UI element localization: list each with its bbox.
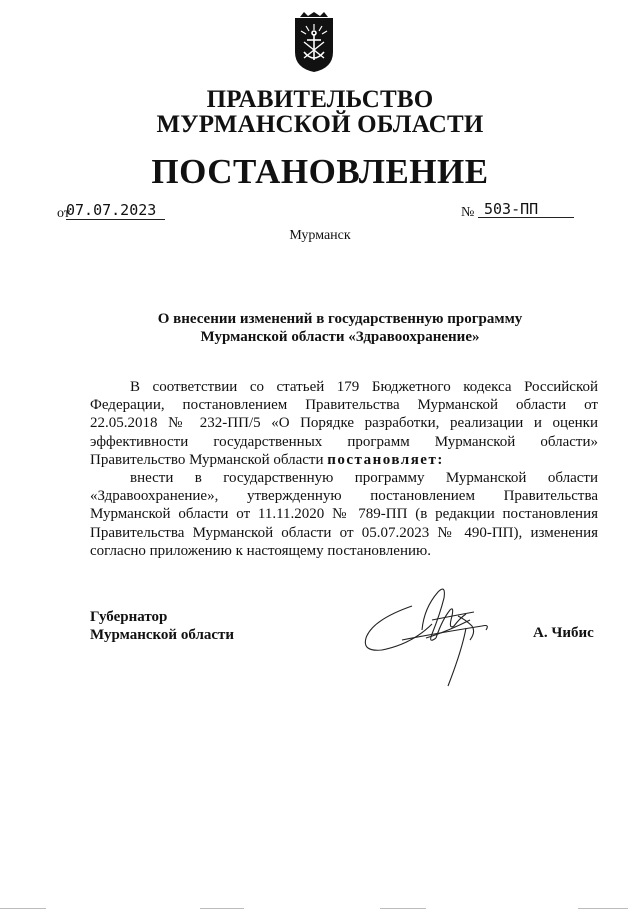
signatory-title-line1: Губернатор <box>90 609 168 625</box>
signatory-name: А. Чибис <box>533 625 594 641</box>
organization-name-line2: МУРМАНСКОЙ ОБЛАСТИ <box>156 111 484 138</box>
scan-edge-mark <box>0 908 46 909</box>
subject-line2: Мурманской области «Здравоохранение» <box>200 329 480 345</box>
coat-of-arms-icon <box>291 12 337 74</box>
body-paragraph-1-text: В соответствии со статьей 179 Бюджетного кодекса Российской Федерации, постановлением Правительства Мурманской области от 22.05.2018 № 232-ПП/5 «О Порядке разработки, реализации и оценки эффективности государственных программ Мурманской области» Правительство Мурманской области <box>90 379 598 468</box>
document-date: 07.07.2023 <box>66 201 165 220</box>
scan-edge-mark <box>578 908 628 909</box>
organization-name-line1: ПРАВИТЕЛЬСТВО <box>206 86 434 113</box>
subject-line1: О внесении изменений в государственную программу <box>157 311 523 327</box>
document-body <box>90 378 598 560</box>
body-paragraph-1 <box>90 378 598 469</box>
scan-edge-mark <box>380 908 426 909</box>
document-type-title: ПОСТАНОВЛЕНИЕ <box>151 152 489 191</box>
body-paragraph-2: внести в государственную программу Мурманской области «Здравоохранение», утвержденную постановлением Правительства Мурманской области от 11.11.2020 № 789-ПП (в редакции постановления Правительства Мурманской области от 05.07.2023 № 490-ПП), изменения согласно приложению к настоящему постановлению. <box>90 470 598 559</box>
city: Мурманск <box>289 228 351 243</box>
handwritten-signature-icon <box>362 580 502 688</box>
scan-edge-mark <box>200 908 244 909</box>
signatory-title-line2: Мурманской области <box>90 627 235 643</box>
date-prefix: от <box>57 206 70 221</box>
resolution-keyword: постановляет: <box>327 451 444 468</box>
number-prefix: № <box>461 205 475 220</box>
document-number: 503-ПП <box>478 200 574 218</box>
